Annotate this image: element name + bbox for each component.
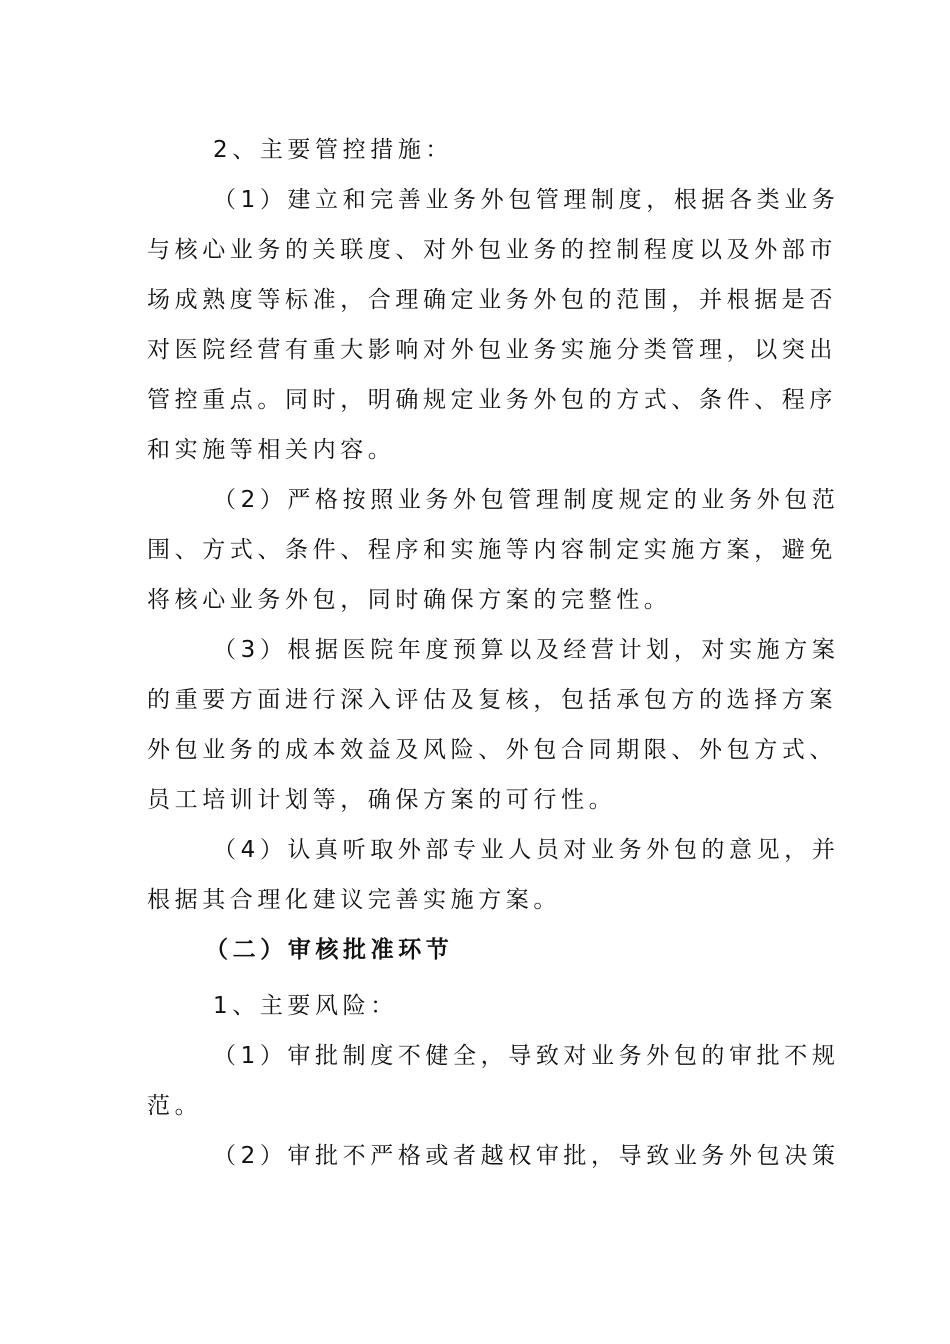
paragraph-line: 员工培训计划等，确保方案的可行性。 <box>147 787 617 813</box>
paragraph-line: 根据其合理化建议完善实施方案。 <box>147 887 561 913</box>
section-heading-review-approval: （二）审核批准环节 <box>205 937 454 963</box>
paragraph-line: （1）建立和完善业务外包管理制度，根据各类业务 <box>213 187 840 213</box>
paragraph-line: （1）审批制度不健全，导致对业务外包的审批不规 <box>213 1043 840 1069</box>
subheading-control-measures: 2、主要管控措施： <box>213 137 454 163</box>
paragraph-line: （2）严格按照业务外包管理制度规定的业务外包范 <box>213 487 840 513</box>
paragraph-line: 对医院经营有重大影响对外包业务实施分类管理，以突出 <box>147 337 837 363</box>
paragraph-line: 的重要方面进行深入评估及复核，包括承包方的选择方案 <box>147 687 837 713</box>
paragraph-line: 与核心业务的关联度、对外包业务的控制程度以及外部市 <box>147 237 837 263</box>
paragraph-line: 外包业务的成本效益及风险、外包合同期限、外包方式、 <box>147 737 837 763</box>
paragraph-line: 管控重点。同时，明确规定业务外包的方式、条件、程序 <box>147 387 837 413</box>
paragraph-line: （4）认真听取外部专业人员对业务外包的意见，并 <box>213 837 840 863</box>
paragraph-line: 范。 <box>147 1093 203 1119</box>
paragraph-line: （3）根据医院年度预算以及经营计划，对实施方案 <box>213 637 840 663</box>
paragraph-line: 和实施等相关内容。 <box>147 437 396 463</box>
paragraph-line: 场成熟度等标准，合理确定业务外包的范围，并根据是否 <box>147 287 837 313</box>
paragraph-line: （2）审批不严格或者越权审批，导致业务外包决策 <box>213 1143 840 1169</box>
paragraph-line: 围、方式、条件、程序和实施等内容制定实施方案，避免 <box>147 537 837 563</box>
subheading-main-risks: 1、主要风险： <box>213 993 398 1019</box>
paragraph-line: 将核心业务外包，同时确保方案的完整性。 <box>147 587 672 613</box>
